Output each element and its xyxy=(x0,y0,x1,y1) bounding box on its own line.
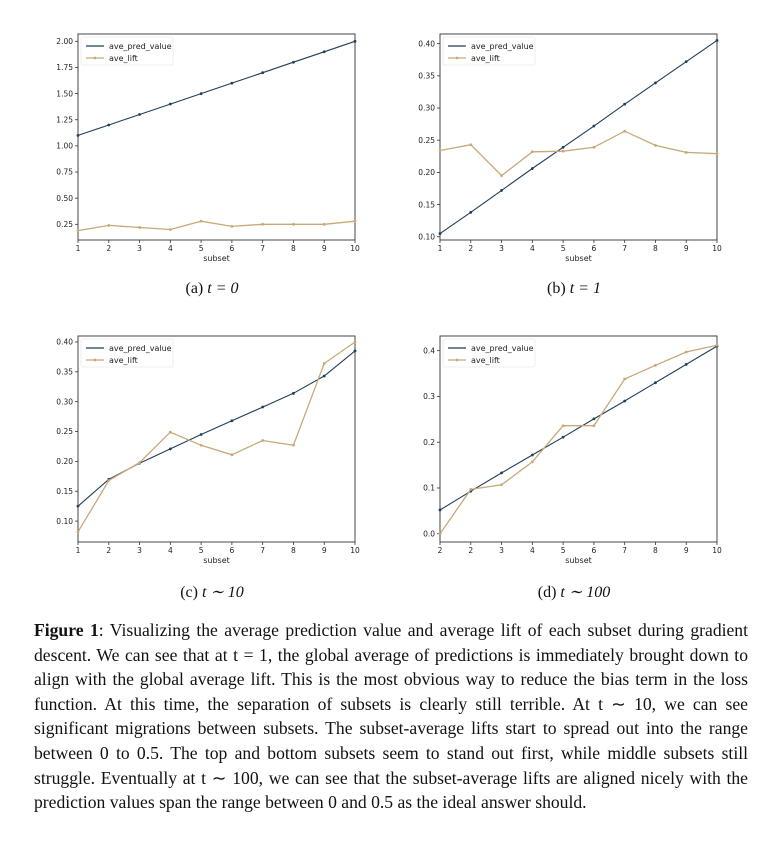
data-point xyxy=(107,124,110,127)
data-point xyxy=(77,134,80,137)
x-tick-label: 8 xyxy=(653,546,658,555)
data-point xyxy=(531,150,534,153)
y-tick-label: 0.30 xyxy=(56,397,73,407)
chart-panel-a xyxy=(28,28,368,278)
y-tick-label: 0.15 xyxy=(56,486,73,496)
x-tick-label: 7 xyxy=(260,546,266,555)
x-tick-label: 9 xyxy=(321,546,327,555)
data-point xyxy=(654,364,657,367)
data-point xyxy=(685,363,688,366)
x-tick-label: 5 xyxy=(198,244,204,253)
x-tick-label: 1 xyxy=(437,244,443,253)
chart-legend xyxy=(81,339,173,367)
x-tick-label: 2 xyxy=(106,546,112,555)
data-point xyxy=(200,92,203,95)
data-point xyxy=(685,60,688,63)
data-point xyxy=(531,454,534,457)
data-point xyxy=(169,447,172,450)
data-point xyxy=(323,362,326,365)
data-point xyxy=(261,71,264,74)
data-point xyxy=(261,223,264,226)
x-tick-label: 10 xyxy=(712,546,722,555)
subcaption-d: (d) t ∼ 100 xyxy=(537,584,611,601)
data-point xyxy=(500,189,503,192)
y-tick-label: 1.25 xyxy=(56,115,73,125)
x-tick-label: 2 xyxy=(468,546,474,555)
y-tick-label: 0.3 xyxy=(423,392,435,402)
data-point xyxy=(716,344,719,347)
y-tick-label: 1.75 xyxy=(56,63,73,73)
data-point xyxy=(354,350,357,353)
data-point xyxy=(654,82,657,85)
data-point xyxy=(469,488,472,491)
data-point xyxy=(230,82,233,85)
x-tick-label: 9 xyxy=(683,546,689,555)
y-tick-label: 0.10 xyxy=(418,232,435,242)
data-point xyxy=(323,223,326,226)
figure-label: Figure 1 xyxy=(34,620,99,640)
data-point xyxy=(230,419,233,422)
chart-legend xyxy=(443,37,535,65)
y-tick-label: 0.4 xyxy=(423,346,435,356)
x-axis-label: subset xyxy=(203,556,230,565)
data-point xyxy=(354,220,357,223)
x-tick-label: 10 xyxy=(350,244,360,253)
x-axis-label: subset xyxy=(565,254,592,263)
data-point xyxy=(200,444,203,447)
chart-d xyxy=(390,330,730,580)
data-point xyxy=(469,211,472,214)
data-point xyxy=(592,125,595,128)
data-point xyxy=(685,351,688,354)
chart-panel-d xyxy=(390,330,730,580)
data-point xyxy=(439,532,442,535)
x-tick-label: 3 xyxy=(499,546,504,555)
data-point xyxy=(169,431,172,434)
chart-legend xyxy=(81,37,173,65)
data-point xyxy=(562,436,565,439)
x-tick-label: 8 xyxy=(291,244,296,253)
x-tick-label: 2 xyxy=(106,244,112,253)
x-tick-label: 6 xyxy=(229,244,235,253)
x-axis-label: subset xyxy=(565,556,592,565)
x-tick-label: 7 xyxy=(622,244,628,253)
data-point xyxy=(138,461,141,464)
y-tick-label: 1.50 xyxy=(56,89,73,99)
chart-a xyxy=(28,28,368,278)
y-tick-label: 0.15 xyxy=(418,200,435,210)
data-point xyxy=(531,167,534,170)
y-tick-label: 0.35 xyxy=(418,71,435,81)
subcaption-expr: t ∼ 10 xyxy=(201,584,244,601)
chart-b xyxy=(390,28,730,278)
y-tick-label: 0.0 xyxy=(423,529,435,539)
data-point xyxy=(500,471,503,474)
data-point xyxy=(439,509,442,512)
legend-label: ave_lift xyxy=(471,53,500,63)
x-tick-label: 3 xyxy=(137,546,142,555)
chart-panel-c xyxy=(28,330,368,580)
x-tick-label: 4 xyxy=(167,546,173,555)
x-tick-label: 7 xyxy=(260,244,266,253)
y-tick-label: 0.20 xyxy=(418,168,435,178)
legend-label: ave_pred_value xyxy=(471,343,534,353)
legend-label: ave_pred_value xyxy=(109,343,172,353)
figure-caption xyxy=(34,618,748,815)
data-point xyxy=(623,103,626,106)
y-tick-label: 2.00 xyxy=(56,37,73,47)
data-point xyxy=(592,424,595,427)
y-tick-label: 1.00 xyxy=(56,141,73,151)
x-tick-label: 3 xyxy=(499,244,504,253)
x-tick-label: 8 xyxy=(291,546,296,555)
legend-label: ave_lift xyxy=(471,355,500,365)
x-tick-label: 2 xyxy=(468,244,474,253)
data-point xyxy=(230,453,233,456)
legend-label: ave_pred_value xyxy=(471,41,534,51)
subcaption-b: (b) t = 1 xyxy=(547,280,601,297)
subcaption-expr: t = 1 xyxy=(569,280,601,297)
x-tick-label: 8 xyxy=(653,244,658,253)
data-point xyxy=(77,530,80,533)
data-point xyxy=(169,228,172,231)
data-point xyxy=(77,229,80,232)
x-axis-label: subset xyxy=(203,254,230,263)
y-tick-label: 0.30 xyxy=(418,103,435,113)
data-point xyxy=(623,378,626,381)
x-tick-label: 1 xyxy=(75,244,81,253)
data-point xyxy=(138,226,141,229)
data-point xyxy=(623,400,626,403)
data-point xyxy=(292,444,295,447)
y-tick-label: 0.2 xyxy=(423,437,435,447)
data-point xyxy=(77,505,80,508)
data-point xyxy=(469,143,472,146)
x-tick-label: 10 xyxy=(350,546,360,555)
data-point xyxy=(562,146,565,149)
chart-c xyxy=(28,330,368,580)
x-tick-label: 1 xyxy=(75,546,81,555)
x-tick-label: 9 xyxy=(683,244,689,253)
y-tick-label: 0.40 xyxy=(56,337,73,347)
caption-text: : Visualizing the average prediction value and average lift of each subset during gradient descent. We can see that at t = 1, the global average of predictions is immediately brought down to align with the global average lift. This is the most obvious way to reduce the bias term in the loss function. At this time, the separation of subsets is clearly still terrible. At t ∼ 10, we can see significant migrations between subsets. The subset-average lifts start to spread out into the range between 0 to 0.5. The top and bottom subsets seem to stand out first, while middle subsets still struggle. Eventually at t ∼ 100, we can see that the subset-average lifts are aligned nicely with the prediction values span the range between 0 and 0.5 as the ideal answer should. xyxy=(34,620,748,813)
y-tick-label: 0.25 xyxy=(418,135,435,145)
y-tick-label: 0.10 xyxy=(56,516,73,526)
x-tick-label: 2 xyxy=(437,546,443,555)
data-point xyxy=(323,50,326,53)
data-point xyxy=(138,113,141,116)
x-tick-label: 6 xyxy=(591,546,597,555)
data-point xyxy=(107,224,110,227)
data-point xyxy=(292,61,295,64)
data-point xyxy=(562,150,565,153)
x-tick-label: 6 xyxy=(229,546,235,555)
data-point xyxy=(654,144,657,147)
y-tick-label: 0.1 xyxy=(423,483,435,493)
data-point xyxy=(685,151,688,154)
data-point xyxy=(439,149,442,152)
x-tick-label: 5 xyxy=(560,546,566,555)
subcaption-expr: t = 0 xyxy=(207,280,239,297)
legend-label: ave_lift xyxy=(109,355,138,365)
x-tick-label: 10 xyxy=(712,244,722,253)
x-tick-label: 6 xyxy=(591,244,597,253)
x-tick-label: 4 xyxy=(529,244,535,253)
chart-panel-b xyxy=(390,28,730,278)
x-tick-label: 4 xyxy=(167,244,173,253)
x-tick-label: 3 xyxy=(137,244,142,253)
y-tick-label: 0.40 xyxy=(418,39,435,49)
data-point xyxy=(623,130,626,133)
x-tick-label: 5 xyxy=(198,546,204,555)
data-point xyxy=(654,381,657,384)
data-point xyxy=(439,232,442,235)
data-point xyxy=(230,225,233,228)
data-point xyxy=(200,220,203,223)
x-tick-label: 9 xyxy=(321,244,327,253)
subcaption-a: (a) t = 0 xyxy=(185,280,239,297)
x-tick-label: 7 xyxy=(622,546,628,555)
y-tick-label: 0.25 xyxy=(56,427,73,437)
y-tick-label: 0.75 xyxy=(56,167,73,177)
data-point xyxy=(107,479,110,482)
data-point xyxy=(500,174,503,177)
data-point xyxy=(592,417,595,420)
data-point xyxy=(200,433,203,436)
data-point xyxy=(592,146,595,149)
data-point xyxy=(500,483,503,486)
legend-label: ave_lift xyxy=(109,53,138,63)
y-tick-label: 0.35 xyxy=(56,367,73,377)
data-point xyxy=(292,392,295,395)
data-point xyxy=(323,375,326,378)
data-point xyxy=(716,39,719,42)
subcaption-c: (c) t ∼ 10 xyxy=(180,584,244,601)
data-point xyxy=(354,40,357,43)
data-point xyxy=(562,424,565,427)
data-point xyxy=(354,341,357,344)
data-point xyxy=(292,223,295,226)
data-point xyxy=(531,460,534,463)
data-point xyxy=(261,439,264,442)
subcaption-expr: t ∼ 100 xyxy=(560,584,611,601)
data-point xyxy=(716,152,719,155)
legend-label: ave_pred_value xyxy=(109,41,172,51)
chart-legend xyxy=(443,339,535,367)
y-tick-label: 0.50 xyxy=(56,193,73,203)
y-tick-label: 0.20 xyxy=(56,457,73,467)
data-point xyxy=(261,406,264,409)
x-tick-label: 5 xyxy=(560,244,566,253)
x-tick-label: 4 xyxy=(529,546,535,555)
data-point xyxy=(169,103,172,106)
y-tick-label: 0.25 xyxy=(56,220,73,230)
